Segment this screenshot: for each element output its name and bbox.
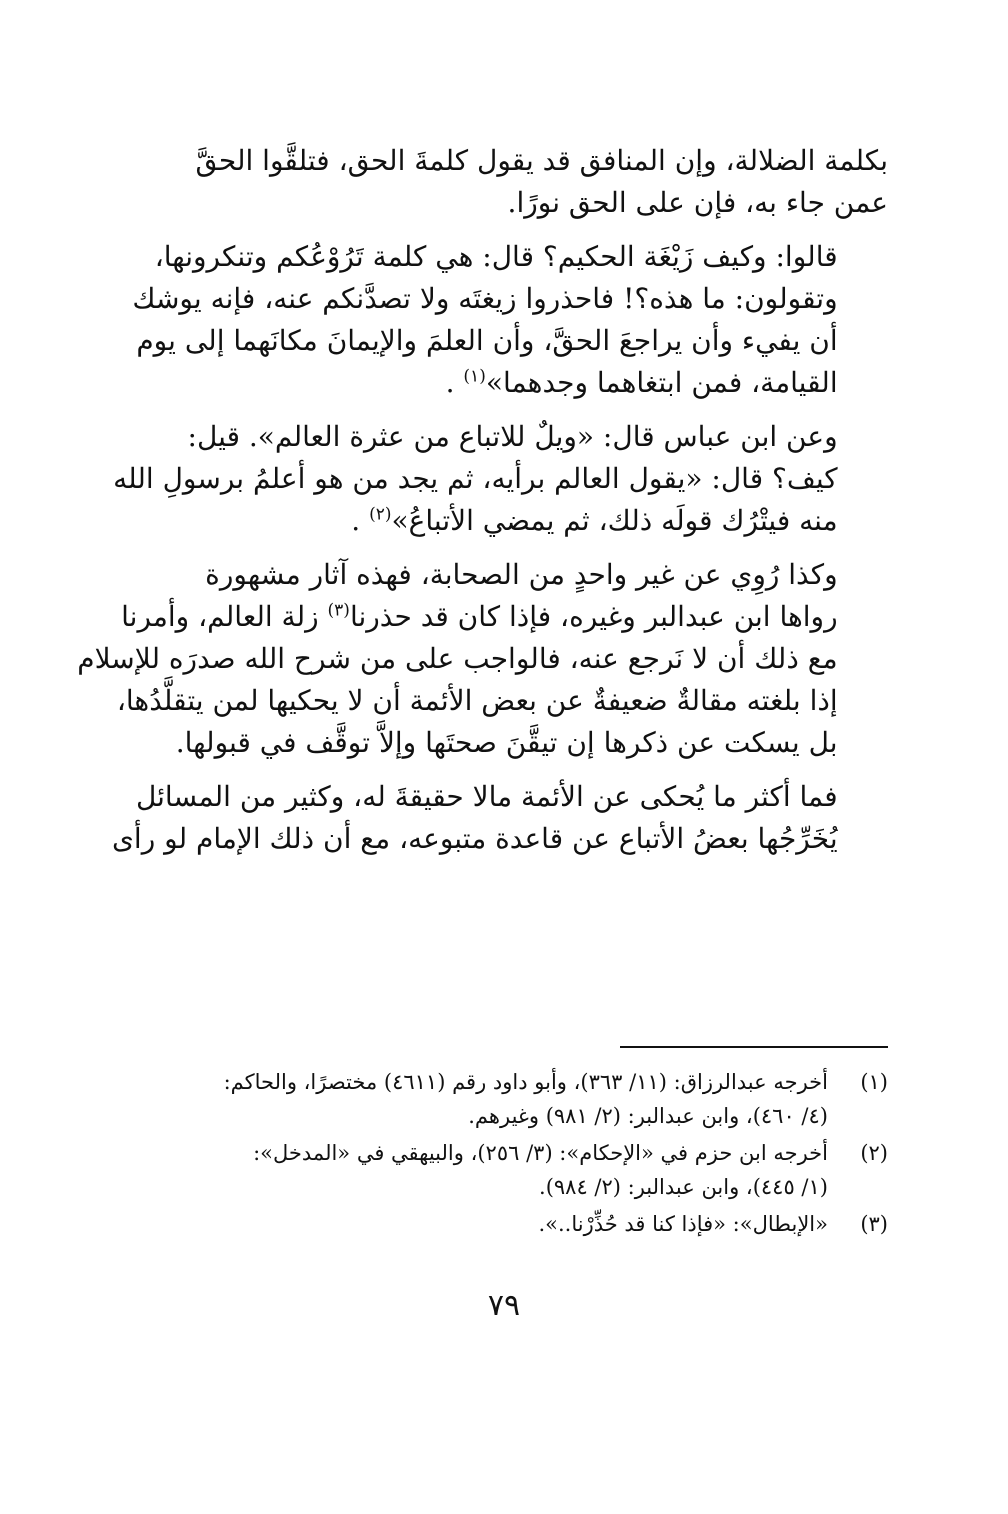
text-line: يُخَرِّجُها بعضُ الأتباع عن قاعدة متبوعه، مع أن ذلك الإمام لو رأى	[112, 822, 838, 855]
footnotes	[118, 1066, 888, 1246]
text-line: عمن جاء به، فإن على الحق نورًا.	[507, 186, 888, 219]
paragraph-1	[118, 140, 888, 224]
paragraph-3	[113, 416, 888, 542]
text-line	[118, 362, 888, 404]
footnote-ref-3[interactable]: (٣)	[327, 600, 350, 621]
footnote-line: (١/ ٤٤٥)، وابن عبدالبر: (٢/ ٩٨٤).	[539, 1174, 828, 1199]
main-text	[77, 140, 888, 872]
text-segment: زلة العالم، وأمرنا	[121, 600, 328, 633]
footnote-line: (٤/ ٤٦٠)، وابن عبدالبر: (٢/ ٩٨١) وغيرهم.	[468, 1103, 828, 1128]
text-line: فما أكثر ما يُحكى عن الأئمة مالا حقيقةَ له، وكثير من المسائل	[135, 780, 838, 813]
footnote-number: (٣)	[860, 1212, 888, 1237]
text-line: بل يسكت عن ذكرها إن تيقَّنَ صحتَها وإلاَّ توقَّف في قبولها.	[175, 726, 838, 759]
text-line: مع ذلك أن لا نَرجع عنه، فالواجب على من شرح الله صدرَه للإسلام	[77, 642, 838, 675]
text-line	[118, 500, 888, 542]
footnote-line: أخرجه عبدالرزاق: (١١/ ٣٦٣)، وأبو داود رقم (٤٦١١) مختصرًا، والحاكم:	[223, 1070, 828, 1094]
paragraph-5	[112, 776, 888, 860]
footnote-ref-2[interactable]: (٢)	[369, 504, 392, 525]
footnote-2	[118, 1137, 888, 1204]
text-line: وتقولون: ما هذه؟! فاحذروا زيغتَه ولا تصدَّنكم عنه، فإنه يوشك	[132, 282, 838, 315]
text-line: قالوا: وكيف زَيْغَة الحكيم؟ قال: هي كلمة تَرُوْعُكم وتنكرونها،	[154, 240, 838, 273]
text-segment: .	[445, 366, 455, 399]
footnote-3	[118, 1208, 888, 1242]
text-line: وعن ابن عباس قال: «ويلٌ للاتباع من عثرة العالم». قيل:	[187, 420, 838, 453]
text-line: بكلمة الضلالة، وإن المنافق قد يقول كلمةَ الحق، فتلقَّوا الحقَّ	[195, 144, 888, 177]
text-line: أن يفيء وأن يراجعَ الحقَّ، وأن العلمَ والإيمانَ مكانَهما إلى يوم	[136, 324, 838, 357]
text-line: وكذا رُوِي عن غير واحدٍ من الصحابة، فهذه آثار مشهورة	[205, 558, 838, 591]
text-segment: .	[351, 504, 361, 537]
paragraph-2	[118, 236, 888, 404]
text-segment: القيامة، فمن ابتغاهما وجدهما»	[485, 366, 838, 399]
footnote-number: (٢)	[860, 1141, 888, 1166]
footnote-number: (١)	[860, 1070, 888, 1094]
text-line: إذا بلغته مقالةٌ ضعيفةٌ عن بعض الأئمة أن لا يحكيها لمن يتقلَّدُها،	[116, 684, 838, 717]
text-line: كيف؟ قال: «يقول العالم برأيه، ثم يجد من هو أعلمُ برسولِ الله	[113, 462, 838, 495]
footnote-line: «الإبطال»: «فإذا كنا قد حُذِّرْنا..».	[538, 1212, 828, 1237]
footnote-1	[118, 1066, 888, 1133]
page-number: ٧٩	[487, 1288, 521, 1323]
text-line	[118, 596, 888, 638]
text-segment: رواها ابن عبدالبر وغيره، فإذا كان قد حذرنا	[349, 600, 838, 633]
paragraph-4	[77, 554, 888, 764]
footnote-ref-1[interactable]: (١)	[463, 366, 486, 387]
footnote-separator	[620, 1046, 888, 1048]
footnote-line: أخرجه ابن حزم في «الإحكام»: (٣/ ٢٥٦)، والبيهقي في «المدخل»:	[253, 1141, 828, 1166]
text-segment: منه فيتْرُك قولَه ذلك، ثم يمضي الأتباعُ»	[391, 504, 838, 537]
